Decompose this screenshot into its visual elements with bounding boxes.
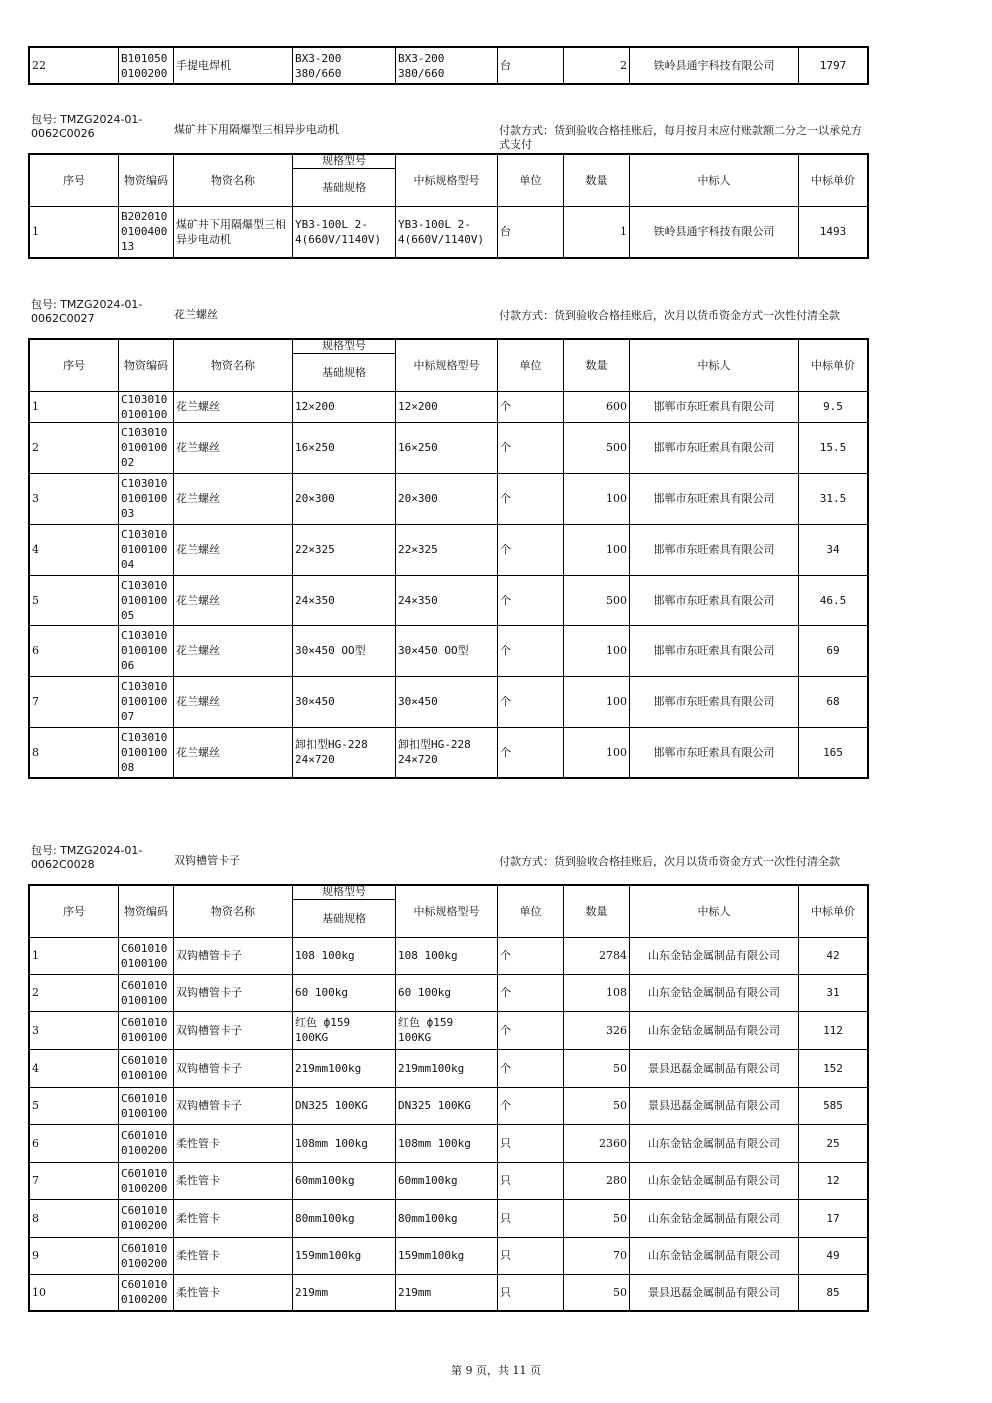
header-unit: 单位 <box>498 885 564 937</box>
payment-terms: 付款方式：货到验收合格挂账后，次月以货币资金方式一次性付清全款 <box>499 309 840 322</box>
cell-spec: 159mm100kg <box>293 1237 396 1274</box>
cell-bid-spec: 219mm100kg <box>396 1049 498 1087</box>
cell-qty: 326 <box>564 1011 630 1049</box>
cell-winner: 邯郸市东旺索具有限公司 <box>630 473 799 524</box>
cell-unit: 个 <box>498 524 564 575</box>
cell-price: 17 <box>799 1199 869 1237</box>
award-table <box>28 338 869 779</box>
cell-code: C601010 0100100 <box>119 974 174 1011</box>
cell-name: 手提电焊机 <box>174 47 293 84</box>
cell-unit: 个 <box>498 575 564 625</box>
cell-price: 31 <box>799 974 869 1011</box>
cell-unit: 个 <box>498 937 564 974</box>
cell-winner: 山东金钻金属制品有限公司 <box>630 1011 799 1049</box>
cell-bid-spec: BX3-200 380/660 <box>396 47 498 84</box>
cell-name: 花兰螺丝 <box>174 625 293 676</box>
cell-qty: 2 <box>564 47 630 84</box>
header-unit: 单位 <box>498 339 564 391</box>
table-row <box>29 422 868 473</box>
top-row-table <box>28 46 869 85</box>
cell-seq: 2 <box>29 422 119 473</box>
award-table <box>28 153 869 259</box>
cell-bid-spec: 红色 ф159 100KG <box>396 1011 498 1049</box>
header-winner: 中标人 <box>630 885 799 937</box>
header-price: 中标单价 <box>799 339 869 391</box>
cell-qty: 50 <box>564 1199 630 1237</box>
table-row <box>29 206 868 258</box>
cell-unit: 只 <box>498 1274 564 1311</box>
header-bid-spec: 中标规格型号 <box>396 339 498 391</box>
cell-unit: 个 <box>498 625 564 676</box>
table-row <box>29 1199 868 1237</box>
cell-qty: 50 <box>564 1274 630 1311</box>
cell-winner: 邯郸市东旺索具有限公司 <box>630 391 799 422</box>
cell-spec: 16×250 <box>293 422 396 473</box>
cell-spec: 108mm 100kg <box>293 1124 396 1162</box>
cell-spec: 80mm100kg <box>293 1199 396 1237</box>
cell-bid-spec: 22×325 <box>396 524 498 575</box>
cell-price: 42 <box>799 937 869 974</box>
cell-seq: 4 <box>29 524 119 575</box>
cell-seq: 1 <box>29 206 119 258</box>
table-row <box>29 1237 868 1274</box>
cell-name: 花兰螺丝 <box>174 727 293 778</box>
cell-bid-spec: 30×450 <box>396 676 498 727</box>
cell-name: 花兰螺丝 <box>174 422 293 473</box>
cell-bid-spec: 219mm <box>396 1274 498 1311</box>
package-label: 包号: TMZG2024-01- 0062C0027 <box>31 298 143 325</box>
header-row <box>29 339 868 353</box>
table-row <box>29 1011 868 1049</box>
cell-bid-spec: YB3-100L 2- 4(660V/1140V) <box>396 206 498 258</box>
table-row <box>29 575 868 625</box>
cell-price: 49 <box>799 1237 869 1274</box>
cell-spec: DN325 100KG <box>293 1087 396 1124</box>
award-table <box>28 884 869 1312</box>
cell-spec: 60mm100kg <box>293 1162 396 1199</box>
cell-bid-spec: 30×450 OO型 <box>396 625 498 676</box>
table-row <box>29 676 868 727</box>
cell-winner: 山东金钻金属制品有限公司 <box>630 1237 799 1274</box>
cell-price: 12 <box>799 1162 869 1199</box>
header-seq: 序号 <box>29 154 119 206</box>
cell-unit: 个 <box>498 1011 564 1049</box>
cell-spec: 30×450 <box>293 676 396 727</box>
cell-winner: 山东金钻金属制品有限公司 <box>630 1162 799 1199</box>
header-name: 物资名称 <box>174 339 293 391</box>
cell-bid-spec: 12×200 <box>396 391 498 422</box>
cell-qty: 500 <box>564 422 630 473</box>
cell-name: 柔性管卡 <box>174 1124 293 1162</box>
cell-seq: 22 <box>29 47 119 84</box>
cell-seq: 5 <box>29 575 119 625</box>
cell-winner: 山东金钻金属制品有限公司 <box>630 974 799 1011</box>
cell-spec: 12×200 <box>293 391 396 422</box>
cell-bid-spec: 24×350 <box>396 575 498 625</box>
cell-code: C601010 0100100 <box>119 937 174 974</box>
page-footer: 第 9 页，共 11 页 <box>451 1364 541 1377</box>
cell-name: 双钩槽管卡子 <box>174 1011 293 1049</box>
cell-code: C601010 0100200 <box>119 1199 174 1237</box>
cell-code: C103010 0100100 04 <box>119 524 174 575</box>
cell-name: 双钩槽管卡子 <box>174 1049 293 1087</box>
cell-spec: 20×300 <box>293 473 396 524</box>
header-code: 物资编码 <box>119 154 174 206</box>
cell-winner: 山东金钻金属制品有限公司 <box>630 1199 799 1237</box>
cell-bid-spec: 16×250 <box>396 422 498 473</box>
header-qty: 数量 <box>564 154 630 206</box>
cell-code: B101050 0100200 <box>119 47 174 84</box>
table-row <box>29 391 868 422</box>
cell-code: C601010 0100200 <box>119 1162 174 1199</box>
cell-price: 112 <box>799 1011 869 1049</box>
cell-code: C601010 0100200 <box>119 1237 174 1274</box>
cell-seq: 3 <box>29 1011 119 1049</box>
table-row <box>29 524 868 575</box>
table-row <box>29 1049 868 1087</box>
cell-unit: 只 <box>498 1237 564 1274</box>
cell-code: C103010 0100100 07 <box>119 676 174 727</box>
header-price: 中标单价 <box>799 154 869 206</box>
cell-name: 柔性管卡 <box>174 1162 293 1199</box>
header-spec-group: 规格型号 <box>293 885 396 899</box>
table-row <box>29 1162 868 1199</box>
cell-price: 165 <box>799 727 869 778</box>
header-name: 物资名称 <box>174 154 293 206</box>
cell-spec: 红色 ф159 100KG <box>293 1011 396 1049</box>
header-spec-group: 规格型号 <box>293 154 396 168</box>
cell-price: 31.5 <box>799 473 869 524</box>
cell-qty: 500 <box>564 575 630 625</box>
cell-qty: 600 <box>564 391 630 422</box>
cell-seq: 7 <box>29 1162 119 1199</box>
cell-qty: 100 <box>564 676 630 727</box>
header-seq: 序号 <box>29 339 119 391</box>
cell-price: 152 <box>799 1049 869 1087</box>
header-unit: 单位 <box>498 154 564 206</box>
header-qty: 数量 <box>564 885 630 937</box>
cell-name: 双钩槽管卡子 <box>174 974 293 1011</box>
cell-bid-spec: 卸扣型HG-228 24×720 <box>396 727 498 778</box>
cell-spec: 22×325 <box>293 524 396 575</box>
cell-winner: 邯郸市东旺索具有限公司 <box>630 422 799 473</box>
cell-seq: 8 <box>29 727 119 778</box>
cell-spec: 卸扣型HG-228 24×720 <box>293 727 396 778</box>
cell-seq: 6 <box>29 625 119 676</box>
cell-unit: 个 <box>498 422 564 473</box>
cell-seq: 1 <box>29 391 119 422</box>
package-title: 花兰螺丝 <box>174 308 218 321</box>
cell-name: 花兰螺丝 <box>174 676 293 727</box>
cell-qty: 108 <box>564 974 630 1011</box>
cell-unit: 个 <box>498 727 564 778</box>
cell-unit: 个 <box>498 391 564 422</box>
cell-winner: 景县迅磊金属制品有限公司 <box>630 1274 799 1311</box>
header-code: 物资编码 <box>119 339 174 391</box>
cell-qty: 2784 <box>564 937 630 974</box>
cell-price: 85 <box>799 1274 869 1311</box>
cell-code: C103010 0100100 <box>119 391 174 422</box>
cell-winner: 景县迅磊金属制品有限公司 <box>630 1087 799 1124</box>
cell-code: C601010 0100100 <box>119 1011 174 1049</box>
cell-bid-spec: 60mm100kg <box>396 1162 498 1199</box>
header-winner: 中标人 <box>630 154 799 206</box>
cell-seq: 5 <box>29 1087 119 1124</box>
table-row <box>29 625 868 676</box>
cell-winner: 山东金钻金属制品有限公司 <box>630 1124 799 1162</box>
package-title: 双钩槽管卡子 <box>174 854 240 867</box>
cell-qty: 50 <box>564 1049 630 1087</box>
cell-winner: 铁岭县通宇科技有限公司 <box>630 206 799 258</box>
cell-qty: 100 <box>564 727 630 778</box>
cell-winner: 山东金钻金属制品有限公司 <box>630 937 799 974</box>
cell-winner: 邯郸市东旺索具有限公司 <box>630 524 799 575</box>
cell-spec: BX3-200 380/660 <box>293 47 396 84</box>
cell-spec: 30×450 OO型 <box>293 625 396 676</box>
cell-qty: 100 <box>564 524 630 575</box>
header-spec: 基础规格 <box>293 899 396 937</box>
table-row <box>29 937 868 974</box>
cell-price: 15.5 <box>799 422 869 473</box>
table-row <box>29 974 868 1011</box>
header-qty: 数量 <box>564 339 630 391</box>
cell-winner: 邯郸市东旺索具有限公司 <box>630 727 799 778</box>
cell-spec: 60 100kg <box>293 974 396 1011</box>
cell-qty: 100 <box>564 473 630 524</box>
cell-code: C103010 0100100 06 <box>119 625 174 676</box>
cell-unit: 只 <box>498 1162 564 1199</box>
cell-qty: 50 <box>564 1087 630 1124</box>
header-row <box>29 885 868 899</box>
cell-price: 1493 <box>799 206 869 258</box>
cell-spec: YB3-100L 2- 4(660V/1140V) <box>293 206 396 258</box>
cell-bid-spec: 108 100kg <box>396 937 498 974</box>
cell-name: 花兰螺丝 <box>174 575 293 625</box>
cell-seq: 6 <box>29 1124 119 1162</box>
cell-unit: 只 <box>498 1124 564 1162</box>
cell-name: 柔性管卡 <box>174 1237 293 1274</box>
cell-bid-spec: 159mm100kg <box>396 1237 498 1274</box>
cell-bid-spec: 60 100kg <box>396 974 498 1011</box>
cell-qty: 100 <box>564 625 630 676</box>
header-code: 物资编码 <box>119 885 174 937</box>
header-spec-group: 规格型号 <box>293 339 396 353</box>
header-name: 物资名称 <box>174 885 293 937</box>
cell-spec: 24×350 <box>293 575 396 625</box>
cell-code: C601010 0100200 <box>119 1124 174 1162</box>
cell-code: C601010 0100100 <box>119 1049 174 1087</box>
cell-winner: 邯郸市东旺索具有限公司 <box>630 625 799 676</box>
cell-spec: 219mm100kg <box>293 1049 396 1087</box>
cell-price: 1797 <box>799 47 869 84</box>
table-row <box>29 1274 868 1311</box>
cell-name: 柔性管卡 <box>174 1199 293 1237</box>
header-spec: 基础规格 <box>293 353 396 391</box>
header-seq: 序号 <box>29 885 119 937</box>
cell-unit: 只 <box>498 1199 564 1237</box>
cell-winner: 铁岭县通宇科技有限公司 <box>630 47 799 84</box>
cell-unit: 个 <box>498 1087 564 1124</box>
payment-terms: 付款方式：货到验收合格挂账后，次月以货币资金方式一次性付清全款 <box>499 855 840 868</box>
cell-seq: 3 <box>29 473 119 524</box>
package-label: 包号: TMZG2024-01- 0062C0026 <box>31 113 143 140</box>
header-price: 中标单价 <box>799 885 869 937</box>
cell-spec: 108 100kg <box>293 937 396 974</box>
cell-bid-spec: DN325 100KG <box>396 1087 498 1124</box>
package-title: 煤矿井下用隔爆型三相异步电动机 <box>174 123 339 136</box>
cell-name: 花兰螺丝 <box>174 473 293 524</box>
cell-qty: 1 <box>564 206 630 258</box>
cell-price: 585 <box>799 1087 869 1124</box>
payment-terms: 付款方式：货到验收合格挂账后，每月按月末应付账款额二分之一以承兑方式支付 <box>499 124 862 151</box>
cell-seq: 10 <box>29 1274 119 1311</box>
cell-price: 69 <box>799 625 869 676</box>
cell-code: C103010 0100100 08 <box>119 727 174 778</box>
cell-spec: 219mm <box>293 1274 396 1311</box>
header-winner: 中标人 <box>630 339 799 391</box>
cell-code: C103010 0100100 02 <box>119 422 174 473</box>
cell-name: 双钩槽管卡子 <box>174 937 293 974</box>
cell-qty: 70 <box>564 1237 630 1274</box>
cell-unit: 台 <box>498 47 564 84</box>
cell-unit: 个 <box>498 676 564 727</box>
header-bid-spec: 中标规格型号 <box>396 885 498 937</box>
cell-seq: 1 <box>29 937 119 974</box>
cell-name: 花兰螺丝 <box>174 524 293 575</box>
cell-price: 9.5 <box>799 391 869 422</box>
cell-name: 双钩槽管卡子 <box>174 1087 293 1124</box>
cell-unit: 个 <box>498 473 564 524</box>
cell-unit: 台 <box>498 206 564 258</box>
cell-qty: 2360 <box>564 1124 630 1162</box>
cell-bid-spec: 80mm100kg <box>396 1199 498 1237</box>
package-label: 包号: TMZG2024-01- 0062C0028 <box>31 844 143 871</box>
cell-code: C601010 0100200 <box>119 1274 174 1311</box>
cell-unit: 个 <box>498 974 564 1011</box>
table-row <box>29 473 868 524</box>
cell-name: 柔性管卡 <box>174 1274 293 1311</box>
cell-code: C103010 0100100 03 <box>119 473 174 524</box>
cell-price: 68 <box>799 676 869 727</box>
cell-seq: 4 <box>29 1049 119 1087</box>
header-row <box>29 154 868 168</box>
cell-seq: 8 <box>29 1199 119 1237</box>
cell-code: C103010 0100100 05 <box>119 575 174 625</box>
cell-unit: 个 <box>498 1049 564 1087</box>
cell-winner: 邯郸市东旺索具有限公司 <box>630 676 799 727</box>
cell-price: 34 <box>799 524 869 575</box>
table-row <box>29 47 868 84</box>
cell-seq: 2 <box>29 974 119 1011</box>
cell-winner: 邯郸市东旺索具有限公司 <box>630 575 799 625</box>
cell-code: B202010 0100400 13 <box>119 206 174 258</box>
cell-code: C601010 0100100 <box>119 1087 174 1124</box>
cell-bid-spec: 108mm 100kg <box>396 1124 498 1162</box>
cell-name: 煤矿井下用隔爆型三相异步电动机 <box>174 206 293 258</box>
cell-winner: 景县迅磊金属制品有限公司 <box>630 1049 799 1087</box>
cell-price: 25 <box>799 1124 869 1162</box>
cell-qty: 280 <box>564 1162 630 1199</box>
cell-price: 46.5 <box>799 575 869 625</box>
cell-seq: 7 <box>29 676 119 727</box>
cell-name: 花兰螺丝 <box>174 391 293 422</box>
cell-bid-spec: 20×300 <box>396 473 498 524</box>
table-row <box>29 1087 868 1124</box>
cell-seq: 9 <box>29 1237 119 1274</box>
header-bid-spec: 中标规格型号 <box>396 154 498 206</box>
table-row <box>29 727 868 778</box>
table-row <box>29 1124 868 1162</box>
header-spec: 基础规格 <box>293 168 396 206</box>
